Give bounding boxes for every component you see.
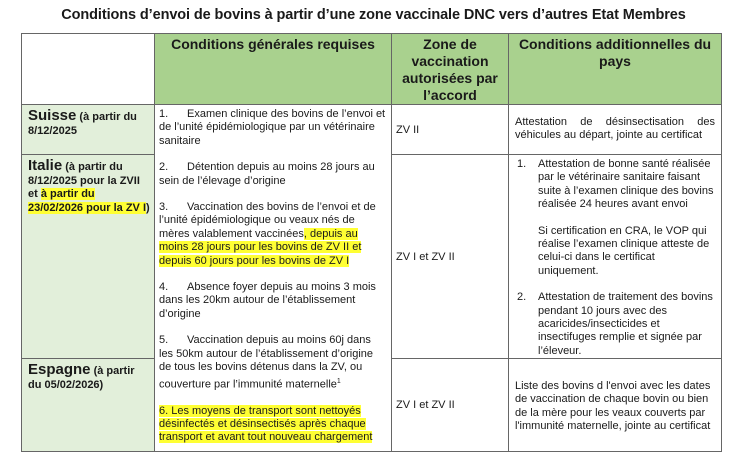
- condition-item: 5. Vaccination depuis au moins 60j dans les 50km autour de l’établissement d’origine de tous les bovins détenus dans la ZV, ou couverture par l’immunité maternelle$^1$: [159, 334, 374, 391]
- highlighted-text: 6. Les moyens de transport sont nettoyés désinfectés et désinsectisés après chaque transport et avant tout nouveau chargement: [159, 404, 373, 444]
- country-name: Suisse: [28, 107, 77, 124]
- additional-cell-espagne: Liste des bovins d l'envoi avec les dates de vaccination de chaque bovin ou bien de la mère pour les veaux couverts par l'immunité maternelle, jointe au certificat: [509, 359, 722, 452]
- country-date: (à partir du 8/12/2025 pour la ZVII et: [28, 161, 140, 200]
- condition-item: 2. Détention depuis au moins 28 jours au sein de l’élevage d’origine: [159, 161, 375, 187]
- country-cell-espagne: [22, 359, 155, 452]
- general-conditions-cell: [155, 105, 392, 452]
- country-date: (à partir du 05/02/2026): [28, 365, 135, 391]
- document-title: Conditions d’envoi de bovins à partir d’une zone vaccinale DNC vers d’autres Etat Membres: [61, 7, 686, 23]
- conditions-table: [21, 33, 722, 452]
- condition-item: 1. Examen clinique des bovins de l’envoi et de l’unité épidémiologique par un vétérinaire sanitaire: [159, 108, 386, 147]
- table-row-suisse: [22, 105, 722, 155]
- list-item: 2. Attestation de traitement des bovins pendant 10 jours avec des acaricides/insecticides et insectifuges remplie et signée par l’éleveur.: [517, 291, 713, 357]
- country-date: (à partir du 8/12/2025: [28, 111, 137, 137]
- header-vaccination-zone: Zone de vaccination autorisées par l’accord: [392, 34, 509, 105]
- header-additional-conditions: Conditions additionnelles du pays: [509, 34, 722, 105]
- additional-cell-italie: [509, 155, 722, 359]
- country-cell-italie: Italie (à partir du 8/12/2025 pour la ZVII et à partir du 23/02/2026 pour la ZV I): [22, 155, 155, 359]
- header-general-conditions: Conditions générales requises: [155, 34, 392, 105]
- zone-cell-suisse: ZV II: [392, 105, 509, 155]
- header-empty-cell: [22, 34, 155, 105]
- zone-cell-italie: ZV I et ZV II: [392, 155, 509, 359]
- footnote-marker: 1: [336, 377, 341, 385]
- country-name: Espagne: [28, 361, 91, 379]
- condition-item: 4. Absence foyer depuis au moins 3 mois dans les 20km autour de l’établissement d’origine: [159, 281, 376, 320]
- list-item: 1. Attestation de bonne santé réalisée par le vétérinaire sanitaire faisant suite à l’examen clinique des bovins réalisée 24 heures avant envoi Si certification en CRA, le VOP qui réalise l’examen clinique atteste de celui-ci dans le certificat uniquement.: [517, 158, 714, 277]
- table-header-row: [22, 34, 722, 105]
- condition-item: 3. Vaccination des bovins de l’envoi et de l’unité épidémiologique ou veaux nés de mères valablement vaccinées, depuis au moins 28 jours pour les bovins de ZV II et depuis 60 jours pour les bovins de ZV I: [159, 201, 376, 267]
- highlighted-date: à partir du 23/02/2026 pour la ZV I: [28, 188, 147, 214]
- additional-cell-suisse: Attestation de désinsectisation des véhicules au départ, jointe au certificat: [509, 105, 722, 155]
- country-name: Italie: [28, 157, 63, 174]
- condition-item: [159, 405, 387, 445]
- zone-cell-espagne: ZV I et ZV II: [392, 359, 509, 452]
- highlighted-text: , depuis au moins 28 jours pour les bovins de ZV II et depuis 60 jours pour les bovins de ZV I: [159, 227, 362, 267]
- additional-list: [515, 158, 715, 358]
- country-cell-suisse: [22, 105, 155, 155]
